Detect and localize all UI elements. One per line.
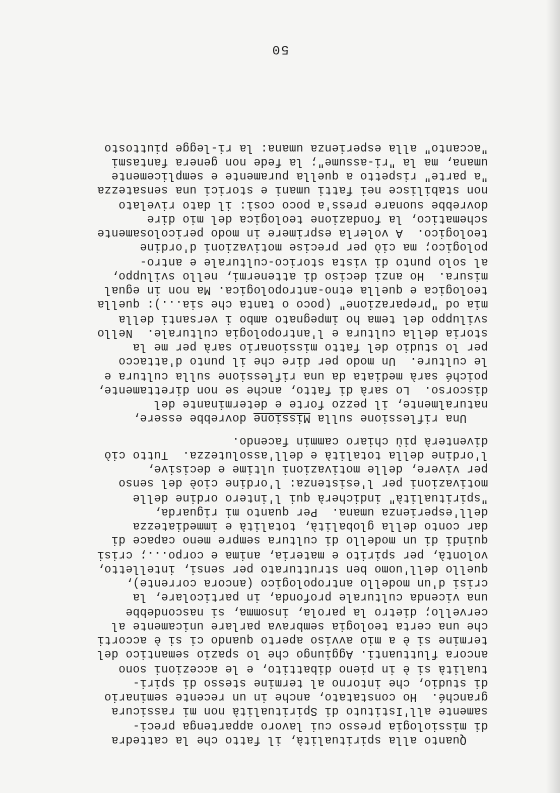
text-line: pologico; ma ciò per precise motivazioni d'ordine	[139, 240, 488, 254]
text-line: di missiologia presso cui lavoro appartenga preci-	[132, 718, 488, 732]
body-text	[42, 140, 488, 747]
text-line: una vicenda culturale profonda, in particolare, la	[132, 590, 488, 604]
text-line: al solo punto di vista storico-culturale e antro-	[139, 254, 488, 268]
paragraph	[42, 433, 488, 747]
text-line: l'ordine della totalità e dell'assolutezza. Tutto ciò	[104, 448, 488, 461]
text-line: "spiritualità" indicherà qui l'intero ordine delle	[132, 490, 488, 504]
text-line: dell'esperienza umana. Per quanto mi riguarda,	[153, 505, 488, 518]
text-line: teologico. A volerla esprimere in modo pericolosamente	[97, 226, 488, 240]
text-line: storia della cultura e l'antropologia culturale. Nello	[97, 326, 488, 339]
text-line: le culture. Un modo per dire che il punto d'attacco	[118, 354, 488, 368]
paragraph	[42, 140, 488, 425]
text-line: granché. Ho constatato, anche in un recente seminario	[104, 690, 488, 704]
text-line: dovrebbe suonare press'a poco così: il dato rivelato	[118, 197, 488, 211]
text-line: mia od "preparazione" (poco o tanta che sia...): quella	[97, 297, 488, 311]
text-line: motivazioni per l'esistenza: l'ordine cioè del senso	[118, 476, 488, 490]
text-line: poiché sarà mediata da una riflessione sulla cultura e	[104, 368, 488, 382]
text-line: umana, ma la "ri-assume"; la fede non genera fantasmi	[111, 155, 488, 168]
text-line: non stabilisce nei fatti umani e storici una sensatezza	[97, 183, 488, 197]
text-line: naturalmente, il pezzo forte e determinante del	[153, 397, 488, 411]
text-line: quello dell'uomo ben strutturato per sensi, intelletto,	[97, 562, 488, 575]
text-line: "accanto" alla esperienza umana: la ri-legge piuttosto	[104, 140, 488, 154]
text-line: dar conto della globalità, totalità e immediatezza	[132, 519, 488, 533]
text-line: quindi di un modello di cultura sempre meno capace di	[111, 533, 488, 547]
text-line: crisi d'un modello antropologico (ancora corrente),	[125, 576, 488, 590]
scan-edge-shadow	[546, 0, 560, 793]
text-line: Quanto alla spiritualità, il fatto che la cattedra	[111, 733, 488, 746]
text-line: misura. Ho anzi deciso di attenermi, nello sviluppo,	[111, 269, 488, 282]
text-line: "a parte" rispetto a quella puramente e semplicemente	[111, 169, 488, 183]
paragraph-gap	[42, 425, 488, 433]
text-line: schematico, la fondazione teologica del mio dire	[146, 212, 488, 225]
text-line: che una certa teologia sembrava parlare unicamente al	[111, 619, 488, 632]
text-line: samente all'Istituto di Spiritualità non mi rassicura	[111, 704, 488, 718]
text-line: Una riflessione sulla Missione dovrebbe essere,	[132, 411, 488, 425]
text-line: sviluppo del tema ho impegnato ambo i versanti della	[118, 311, 488, 325]
text-line: discorso. Lo sarà di fatto, anche se non direttamente,	[97, 383, 488, 396]
text-line: di studio, che intorno al termine stesso di spiri-	[132, 676, 488, 689]
underlined-word: Missione	[253, 411, 311, 425]
text-line: termine si è a mio avviso aperto quando ci si è accorti	[97, 633, 488, 647]
text-line: per vivere, delle motivazioni ultime e decisive,	[146, 462, 488, 476]
text-line: cervello; dietro la parola, insomma, si nascondebbe	[125, 604, 488, 618]
text-line: diventerà più chiaro cammin facendo.	[232, 433, 488, 447]
text-line: volontà, per spirito e materia, anima e corpo...; crisi	[97, 547, 488, 561]
text-line: teologica e quella etno-antropologica. Ma non in egual	[104, 283, 488, 297]
page-number: 50	[271, 42, 289, 57]
text-line: ancora fluttuanti. Aggiungo che lo spazio semantico del	[97, 647, 488, 661]
text-line: per lo studio del fatto missionario sarà per me la	[132, 340, 488, 354]
text-line: tualità si è in pieno dibattito, e le accezioni sono	[118, 661, 488, 675]
